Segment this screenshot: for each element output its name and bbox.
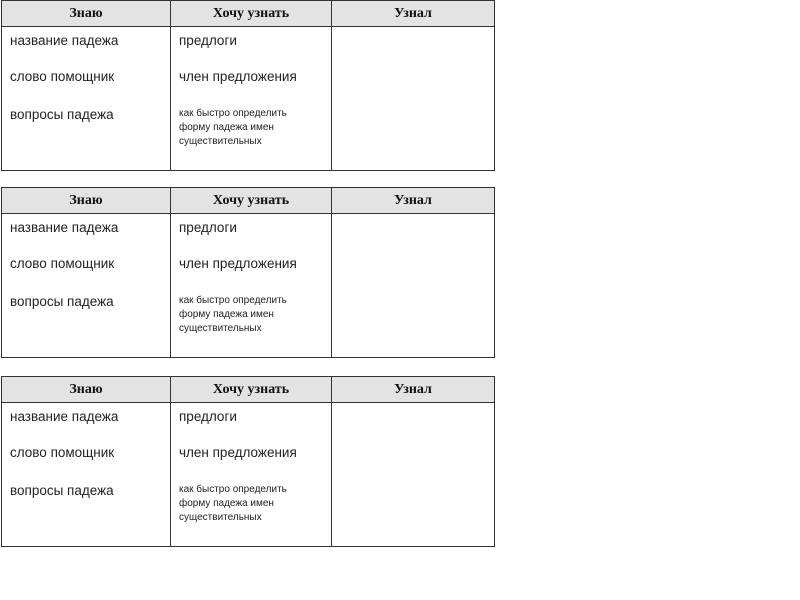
want-cell <box>171 27 332 171</box>
header-row <box>2 377 495 403</box>
want-item: как быстро определить форму падежа имен существительных <box>179 295 287 334</box>
kwl-table-1 <box>1 0 495 171</box>
header-know: Знаю <box>2 377 171 403</box>
learned-cell <box>332 403 495 547</box>
learned-cell <box>332 27 495 171</box>
know-item: вопросы падежа <box>10 107 114 122</box>
know-item: название падежа <box>10 220 119 235</box>
header-row <box>2 1 495 27</box>
know-item: название падежа <box>10 33 119 48</box>
header-want: Хочу узнать <box>171 188 332 214</box>
header-row <box>2 188 495 214</box>
kwl-table-2 <box>1 187 495 358</box>
want-cell <box>171 403 332 547</box>
want-item: предлоги <box>179 33 237 48</box>
want-cell <box>171 214 332 358</box>
header-want: Хочу узнать <box>171 377 332 403</box>
header-learned: Узнал <box>332 377 495 403</box>
know-item: слово помощник <box>10 256 115 271</box>
know-cell <box>2 27 171 171</box>
want-item: член предложения <box>179 256 297 271</box>
want-item: как быстро определить форму падежа имен существительных <box>179 484 287 523</box>
want-item: предлоги <box>179 220 237 235</box>
header-know: Знаю <box>2 1 171 27</box>
kwl-table-3 <box>1 376 495 547</box>
want-item: член предложения <box>179 445 297 460</box>
know-item: название падежа <box>10 409 119 424</box>
want-item: предлоги <box>179 409 237 424</box>
table-row <box>2 27 495 171</box>
know-item: вопросы падежа <box>10 294 114 309</box>
table-row <box>2 403 495 547</box>
header-know: Знаю <box>2 188 171 214</box>
know-cell <box>2 214 171 358</box>
learned-cell <box>332 214 495 358</box>
want-item: как быстро определить форму падежа имен существительных <box>179 108 287 147</box>
know-item: слово помощник <box>10 445 115 460</box>
header-want: Хочу узнать <box>171 1 332 27</box>
table-row <box>2 214 495 358</box>
know-item: вопросы падежа <box>10 483 114 498</box>
know-cell <box>2 403 171 547</box>
want-item: член предложения <box>179 69 297 84</box>
know-item: слово помощник <box>10 69 115 84</box>
header-learned: Узнал <box>332 1 495 27</box>
header-learned: Узнал <box>332 188 495 214</box>
